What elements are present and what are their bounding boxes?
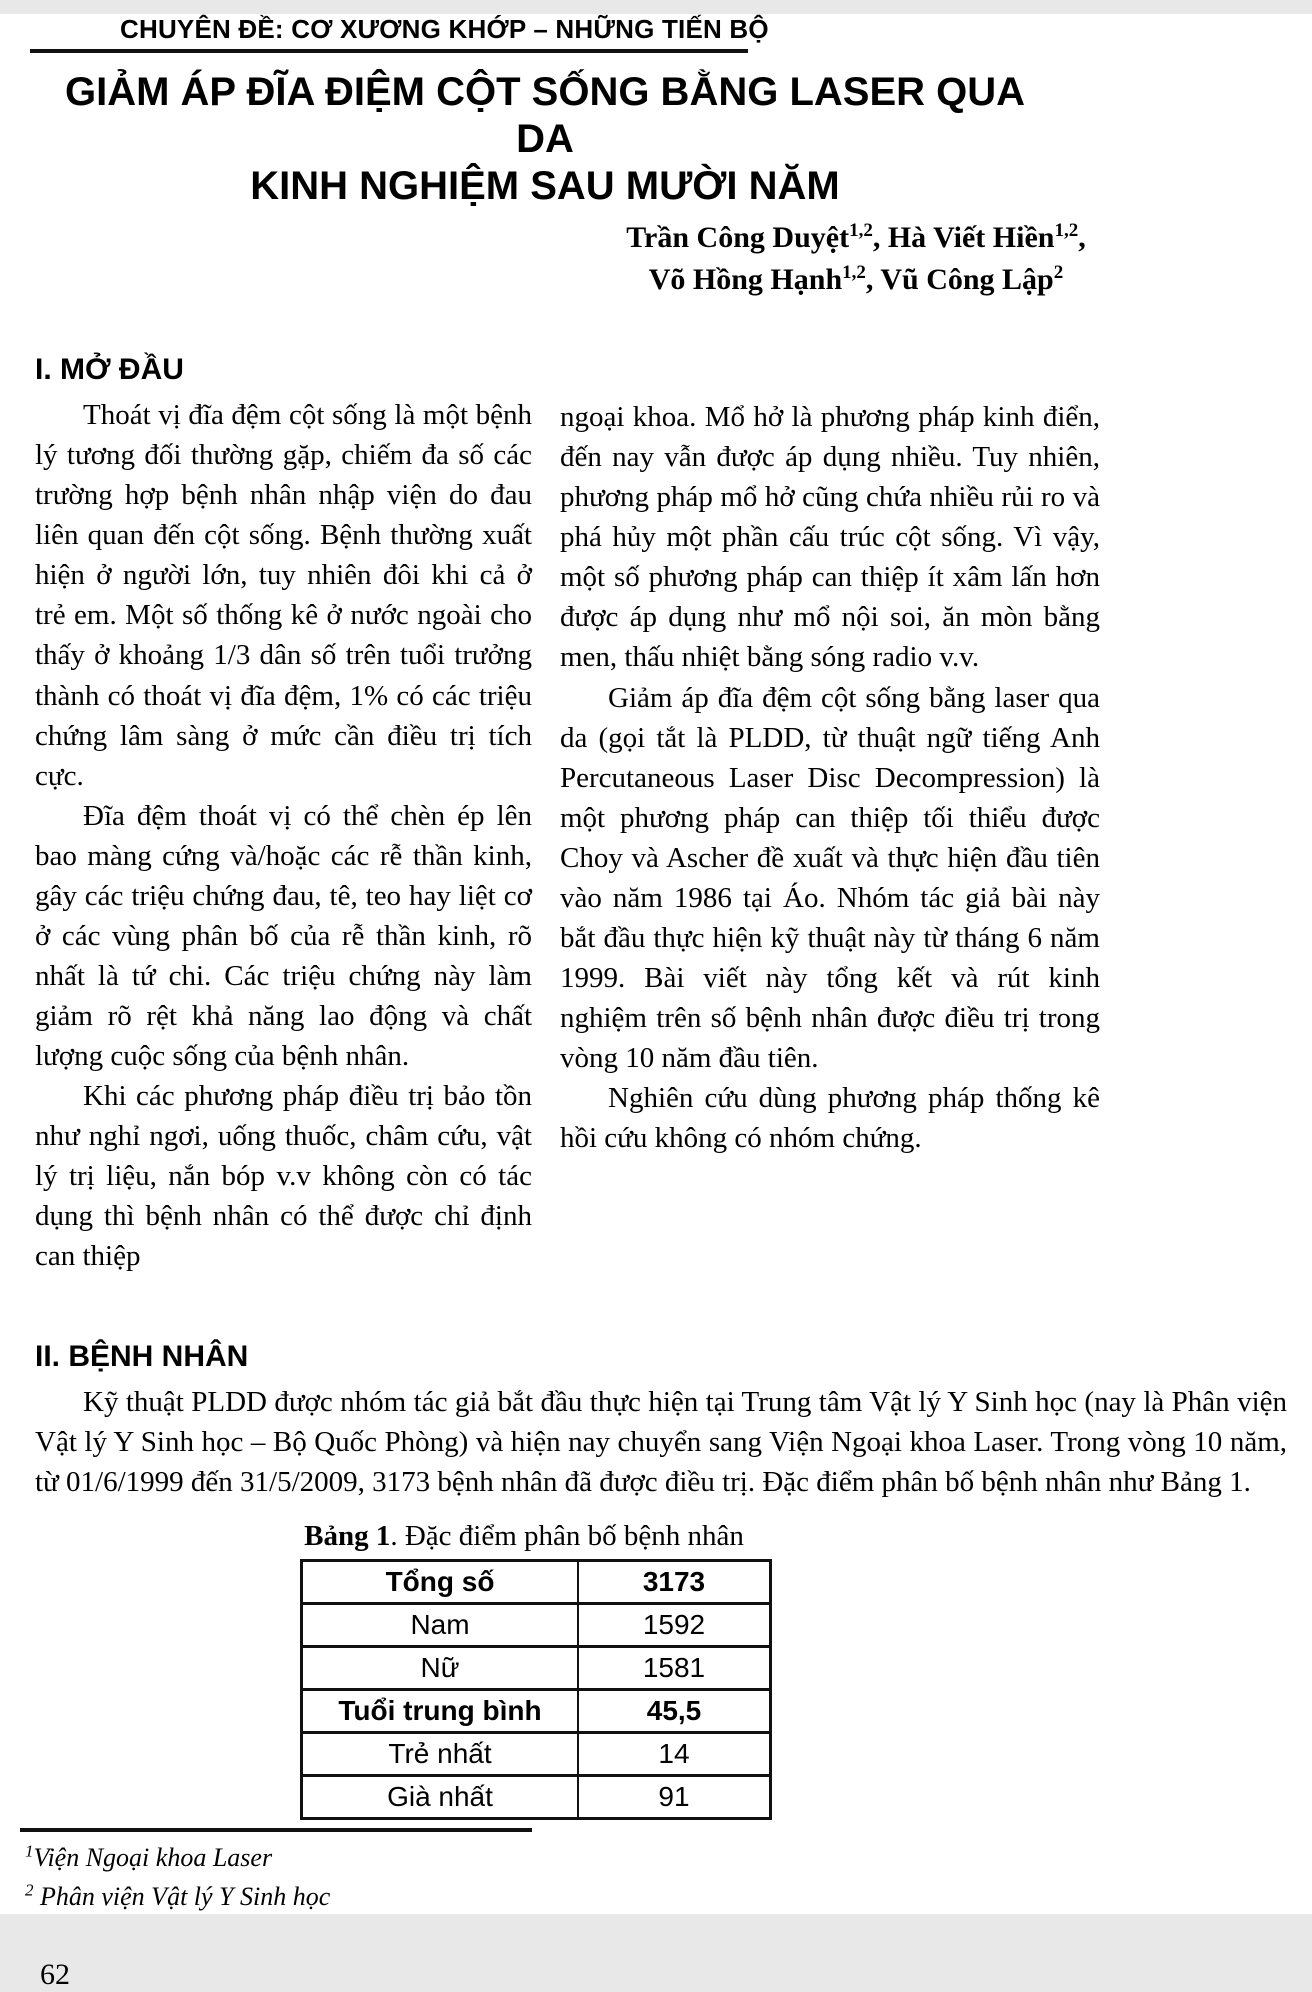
article-title-line1: GIẢM ÁP ĐĨA ĐIỆM CỘT SỐNG BẰNG LASER QUA DA: [64, 70, 1026, 161]
left-column: [35, 353, 532, 1275]
table-caption-label: Bảng 1: [304, 1519, 391, 1552]
patient-distribution-table: [300, 1559, 772, 1820]
table-cell-label: Nữ: [302, 1646, 579, 1689]
paragraph: Khi các phương pháp điều trị bảo tồn như nghỉ ngơi, uống thuốc, châm cứu, vật lý trị liệu, nắn bóp v.v không còn có tác dụng thì bệnh nhân có thể được chỉ định can thiệp: [35, 1079, 532, 1272]
table-cell-value: 1581: [578, 1646, 771, 1689]
two-column-body: [35, 353, 1100, 1275]
author-line1: [546, 217, 1166, 259]
table-cell-value: 3173: [578, 1560, 771, 1603]
table-row: [302, 1732, 771, 1775]
author-affiliation-marker: 2: [1053, 262, 1064, 284]
section-2-heading: II. BỆNH NHÂN: [35, 1339, 249, 1373]
footnotes: [25, 1838, 1312, 1916]
table-cell-value: 91: [578, 1775, 771, 1818]
article-title: [40, 69, 1050, 209]
footnote-separator: [20, 1828, 532, 1832]
author-line2: [546, 259, 1166, 301]
section-1-heading: I. MỞ ĐẦU: [35, 353, 184, 387]
author-name: Võ Hồng Hạnh: [648, 263, 843, 297]
table-cell-label: Già nhất: [302, 1775, 579, 1818]
right-column: [560, 353, 1100, 1275]
footnote-marker: 2: [25, 1880, 34, 1900]
paragraph: ngoại khoa. Mổ hở là phương pháp kinh điển, đến nay vẫn được áp dụng nhiều. Tuy nhiên, phương pháp mổ hở cũng chứa nhiều rủi ro và phá hủy một phần cấu trúc cột sống. Vì vậy, một số phương pháp can thiệp ít xâm lấn hơn được áp dụng như mổ nội soi, ăn mòn bằng men, thấu nhiệt bằng sóng radio v.v.: [560, 401, 1100, 674]
author-name: Hà Viết Hiền: [887, 221, 1055, 255]
paragraph: Đĩa đệm thoát vị có thể chèn ép lên bao màng cứng và/hoặc các rễ thần kinh, gây các triệu chứng đau, tê, teo hay liệt cơ ở các vùng phân bố của rễ thần kinh, rõ nhất là tứ chi. Các triệu chứng này làm giảm rõ rệt khả năng lao động và chất lượng cuộc sống của bệnh nhân.: [35, 799, 532, 1072]
paragraph: Kỹ thuật PLDD được nhóm tác giả bắt đầu thực hiện tại Trung tâm Vật lý Y Sinh học (nay là Phân viện Vật lý Y Sinh học – Bộ Quốc Phòng) và hiện nay chuyển sang Viện Ngoại khoa Laser. Trong vòng 10 năm, từ 01/6/1999 đến 31/5/2009, 3173 bệnh nhân đã được điều trị. Đặc điểm phân bố bệnh nhân như Bảng 1.: [35, 1385, 1287, 1498]
table-row: [302, 1775, 771, 1818]
table-row: [302, 1560, 771, 1603]
table-row: [302, 1603, 771, 1646]
paragraph: Nghiên cứu dùng phương pháp thống kê hồi cứu không có nhóm chứng.: [560, 1081, 1100, 1154]
table-cell-label: Tuổi trung bình: [302, 1689, 579, 1732]
author-name: Vũ Công Lập: [880, 263, 1054, 297]
table-row: [302, 1646, 771, 1689]
table-row: [302, 1689, 771, 1732]
footnote-text: Viện Ngoại khoa Laser: [33, 1842, 273, 1872]
author-name: Trần Công Duyệt: [626, 221, 850, 255]
footnote: [25, 1838, 1312, 1877]
author-affiliation-marker: 1,2: [842, 262, 866, 284]
page-number: 62: [40, 1957, 70, 1991]
author-list: [546, 217, 1166, 301]
table-caption-text: . Đặc điểm phân bố bệnh nhân: [390, 1519, 744, 1552]
table-caption: [300, 1520, 748, 1553]
table-cell-label: Trẻ nhất: [302, 1732, 579, 1775]
table-cell-value: 45,5: [578, 1689, 771, 1732]
table-cell-label: Nam: [302, 1603, 579, 1646]
table-cell-value: 1592: [578, 1603, 771, 1646]
author-affiliation-marker: 1,2: [849, 220, 873, 242]
footnote: [25, 1877, 1312, 1916]
paragraph: Thoát vị đĩa đệm cột sống là một bệnh lý tương đối thường gặp, chiếm đa số các trường hợp bệnh nhân nhập viện do đau liên quan đến cột sống. Bệnh thường xuất hiện ở người lớn, tuy nhiên đôi khi cả ở trẻ em. Một số thống kê ở nước ngoài cho thấy ở khoảng 1/3 dân số trên tuổi trưởng thành có thoát vị đĩa đệm, 1% có các triệu chứng lâm sàng ở mức cần điều trị tích cực.: [35, 399, 532, 792]
table-cell-value: 14: [578, 1732, 771, 1775]
article-title-line2: KINH NGHIỆM SAU MƯỜI NĂM: [250, 163, 840, 208]
author-affiliation-marker: 1,2: [1054, 220, 1079, 242]
author-separator: ,: [865, 263, 881, 297]
author-separator: ,: [872, 221, 888, 255]
journal-header-title: CHUYÊN ĐỀ: CƠ XƯƠNG KHỚP – NHỮNG TIẾN BỘ: [120, 14, 769, 44]
section-2: [35, 1340, 1287, 1502]
paragraph: Giảm áp đĩa đệm cột sống bằng laser qua da (gọi tắt là PLDD, từ thuật ngữ tiếng Anh Percutaneous Laser Disc Decompression) là một phương pháp can thiệp tối thiểu được Choy và Ascher đề xuất và thực hiện đầu tiên vào năm 1986 tại Áo. Nhóm tác giả bài này bắt đầu thực hiện kỹ thuật này từ tháng 6 năm 1999. Bài viết này tổng kết và rút kinh nghiệm trên số bệnh nhân được điều trị trong vòng 10 năm đầu tiên.: [560, 681, 1100, 1074]
document-page: [0, 14, 1312, 1991]
footnote-text: Phân viện Vật lý Y Sinh học: [40, 1881, 331, 1911]
table-cell-label: Tổng số: [302, 1560, 579, 1603]
author-separator: ,: [1078, 221, 1086, 255]
journal-header: [30, 14, 769, 53]
footnote-marker: 1: [25, 1841, 34, 1861]
